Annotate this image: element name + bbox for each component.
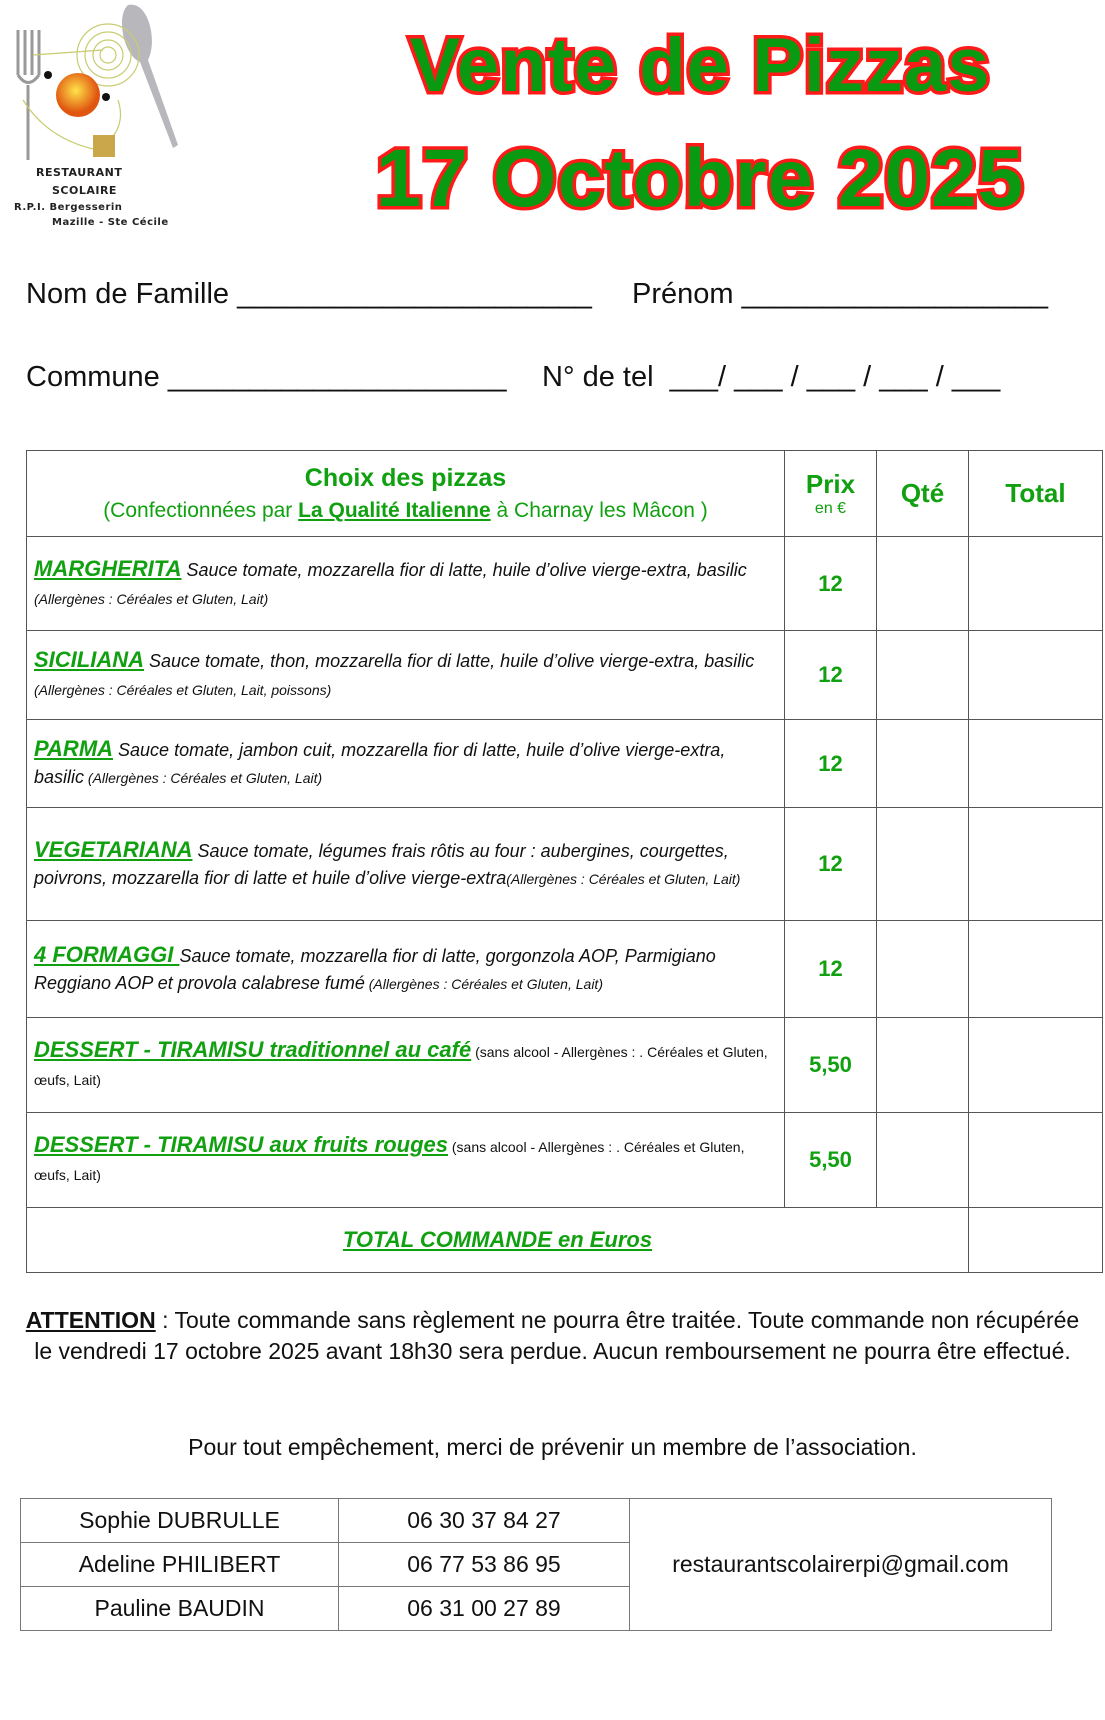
qty-input-cell[interactable] <box>877 631 969 720</box>
order-table <box>26 450 1103 1273</box>
item-allergens: (Allergènes : Céréales et Gluten, Lait) <box>34 590 269 607</box>
item-allergens: (Allergènes : Céréales et Gluten, Lait) <box>84 770 323 786</box>
subtitle-suffix: à Charnay les Mâcon ) <box>490 499 708 522</box>
item-description: Sauce tomate, thon, mozzarella fior di latte, huile d’olive vierge-extra, basilic <box>144 651 755 671</box>
attention-text: : Toute commande sans règlement ne pourra être traitée. Toute commande non récupérée le vendredi 17 octobre 2025 avant 18h30 sera perdue. Aucun remboursement ne pourra être effectué. <box>34 1307 1080 1364</box>
attention-notice <box>20 1305 1085 1367</box>
subtitle-prefix: (Confectionnées par <box>103 499 299 522</box>
item-allergens: (Allergènes : Céréales et Gluten, Lait) <box>506 870 741 887</box>
table-row <box>27 921 1103 1018</box>
table-subtitle <box>34 499 777 523</box>
qty-input-cell[interactable] <box>877 1018 969 1113</box>
line-total-cell[interactable] <box>969 808 1103 921</box>
logo-line-2: SCOLAIRE <box>52 184 117 197</box>
item-name: DESSERT - TIRAMISU traditionnel au café <box>34 1037 472 1062</box>
total-header: Total <box>969 451 1103 537</box>
price-header <box>785 451 877 537</box>
grand-total-cell[interactable] <box>969 1208 1103 1273</box>
event-date: 17 Octobre 2025 <box>375 133 1025 224</box>
item-price: 5,50 <box>785 1113 877 1208</box>
logo-graphic-icon <box>8 0 183 160</box>
item-allergens: (sans alcool - Allergènes : . Céréales et Gluten, œufs, Lait) <box>34 1044 768 1088</box>
table-row <box>27 1113 1103 1208</box>
qty-header: Qté <box>877 451 969 537</box>
line-total-cell[interactable] <box>969 921 1103 1018</box>
line-total-cell[interactable] <box>969 1018 1103 1113</box>
total-row <box>27 1208 1103 1273</box>
item-name: VEGETARIANA <box>34 836 193 862</box>
item-cell <box>27 921 785 1018</box>
qty-input-cell[interactable] <box>877 537 969 631</box>
item-name: MARGHERITA <box>34 555 182 581</box>
table-title: Choix des pizzas <box>304 464 507 492</box>
table-row <box>27 720 1103 808</box>
item-cell <box>27 1113 785 1208</box>
qty-input-cell[interactable] <box>877 1113 969 1208</box>
item-price: 5,50 <box>785 1018 877 1113</box>
page-title: Vente de Pizzas <box>409 23 991 108</box>
item-cell <box>27 1018 785 1113</box>
table-row <box>27 631 1103 720</box>
item-description: Sauce tomate, légumes frais rôtis au four : aubergines, courgettes, poivrons, mozzarella fior di latte et huile d’olive vierge-extra <box>34 840 729 888</box>
item-name: 4 FORMAGGI <box>34 941 180 967</box>
town-field[interactable]: Commune _____________________ <box>26 361 507 393</box>
table-header-row <box>27 451 1103 537</box>
item-allergens: (sans alcool - Allergènes : . Céréales et Gluten, œufs, Lait) <box>34 1139 745 1183</box>
item-cell <box>27 808 785 921</box>
item-description: Sauce tomate, mozzarella fior di latte, huile d’olive vierge-extra, basilic <box>181 559 747 580</box>
contact-phone: 06 77 53 86 95 <box>339 1543 630 1587</box>
restaurant-logo <box>8 0 183 235</box>
contact-name: Sophie DUBRULLE <box>21 1499 339 1543</box>
item-cell <box>27 537 785 631</box>
logo-line-1: RESTAURANT <box>36 166 123 179</box>
table-row <box>27 1018 1103 1113</box>
item-name: DESSERT - TIRAMISU aux fruits rouges <box>34 1132 448 1157</box>
qty-input-cell[interactable] <box>877 720 969 808</box>
attention-label: ATTENTION <box>25 1307 156 1333</box>
item-allergens: (Allergènes : Céréales et Gluten, Lait) <box>364 975 603 992</box>
contact-line: Pour tout empêchement, merci de prévenir un membre de l’association. <box>188 1434 917 1460</box>
table-row <box>27 808 1103 921</box>
contact-name: Adeline PHILIBERT <box>21 1543 339 1587</box>
contact-phone: 06 30 37 84 27 <box>339 1499 630 1543</box>
line-total-cell[interactable] <box>969 1113 1103 1208</box>
item-description: Sauce tomate, jambon cuit, mozzarella fior di latte, huile d’olive vierge-extra, basilic <box>34 740 726 787</box>
contact-name: Pauline BAUDIN <box>21 1587 339 1631</box>
table-row <box>27 537 1103 631</box>
item-price: 12 <box>785 720 877 808</box>
item-price: 12 <box>785 631 877 720</box>
item-allergens: (Allergènes : Céréales et Gluten, Lait, poissons) <box>34 682 332 698</box>
first-name-field[interactable]: Prénom ___________________ <box>632 278 1049 310</box>
line-total-cell[interactable] <box>969 631 1103 720</box>
total-label: TOTAL COMMANDE en Euros <box>27 1208 969 1273</box>
logo-line-4: Mazille - Ste Cécile <box>52 217 169 228</box>
contacts-table <box>20 1498 1052 1631</box>
price-unit: en € <box>814 500 847 517</box>
supplier-name: La Qualité Italienne <box>298 499 491 522</box>
contact-email[interactable]: restaurantscolairerpi@gmail.com <box>630 1499 1052 1631</box>
contact-phone: 06 31 00 27 89 <box>339 1587 630 1631</box>
phone-field[interactable]: N° de tel ___/ ___ / ___ / ___ / ___ <box>542 361 1001 393</box>
logo-line-3: R.P.I. Bergesserin <box>14 202 123 213</box>
item-name: PARMA <box>34 736 114 761</box>
line-total-cell[interactable] <box>969 720 1103 808</box>
item-price: 12 <box>785 921 877 1018</box>
item-description: Sauce tomate, mozzarella fior di latte, gorgonzola AOP, Parmigiano Reggiano AOP et provola calabrese fumé <box>34 945 716 993</box>
qty-input-cell[interactable] <box>877 921 969 1018</box>
item-price: 12 <box>785 537 877 631</box>
price-header-label: Prix <box>805 469 856 499</box>
contact-row <box>21 1499 1052 1543</box>
family-name-field[interactable]: Nom de Famille ______________________ <box>26 278 592 310</box>
item-price: 12 <box>785 808 877 921</box>
item-name: SICILIANA <box>34 647 144 672</box>
qty-input-cell[interactable] <box>877 808 969 921</box>
item-cell <box>27 720 785 808</box>
item-cell <box>27 631 785 720</box>
line-total-cell[interactable] <box>969 537 1103 631</box>
